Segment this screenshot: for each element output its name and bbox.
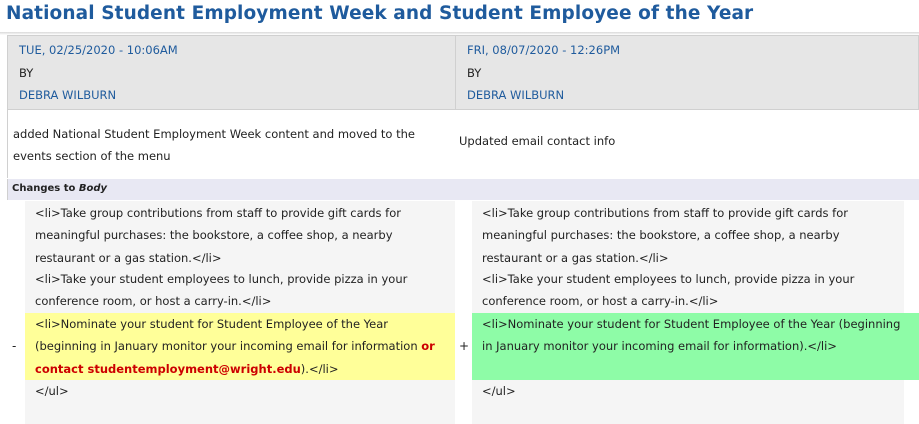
left-revision-info (8, 36, 456, 109)
diff-context-right: <li>Take your student employees to lunch, provide pizza in your conference room, or host a carry-in.</li> (472, 268, 904, 313)
diff-deleted-line (25, 313, 455, 380)
left-revision-log-message: added National Student Employment Week content and moved to the events section of the menu (13, 127, 416, 163)
deleted-line-text: <li>Nominate your student for Student Employee of the Year (beginning in January monitor your incoming email for information (35, 317, 418, 354)
revision-log-row (7, 110, 919, 178)
left-revision-by-label: BY (19, 66, 34, 80)
revision-header (7, 35, 919, 110)
diff-context-left: <li>Take your student employees to lunch, provide pizza in your conference room, or host a carry-in.</li> (25, 268, 455, 313)
page-title: National Student Employment Week and Student Employee of the Year (6, 3, 754, 24)
added-line-marker: + (459, 339, 470, 353)
diff-context-right: <li>Take group contributions from staff to provide gift cards for meaningful purchases: the bookstore, a coffee shop, a nearby restaurant or a gas station.</li> (472, 201, 904, 268)
diff-context-right: </ul> (472, 380, 904, 424)
diff-context-left: <li>Take group contributions from staff to provide gift cards for meaningful purchases: the bookstore, a coffee shop, a nearby restaurant or a gas station.</li> (25, 201, 455, 268)
left-revision-author-link[interactable]: DEBRA WILBURN (19, 88, 117, 102)
deleted-words: or contact studentemployment@wright.edu (35, 339, 435, 376)
diff-added-line: <li>Nominate your student for Student Employee of the Year (beginning in January monitor your incoming email for information).</li> (472, 313, 919, 380)
right-revision-author-link[interactable]: DEBRA WILBURN (467, 88, 565, 102)
changes-section-header (7, 179, 919, 200)
changes-heading (12, 183, 107, 194)
changes-heading-prefix: Changes to (12, 183, 76, 194)
right-revision-info (456, 36, 918, 109)
left-revision-date-link[interactable]: TUE, 02/25/2020 - 10:06AM (19, 43, 178, 57)
right-revision-date-link[interactable]: FRI, 08/07/2020 - 12:26PM (467, 43, 621, 57)
deleted-line-marker: - (12, 339, 17, 353)
changes-heading-field: Body (78, 183, 108, 194)
diff-table (0, 201, 919, 424)
deleted-line-tail: ).</li> (300, 361, 339, 376)
right-revision-by-label: BY (467, 66, 482, 80)
diff-context-left: </ul> (25, 380, 455, 424)
right-revision-log-message: Updated email contact info (459, 134, 616, 148)
